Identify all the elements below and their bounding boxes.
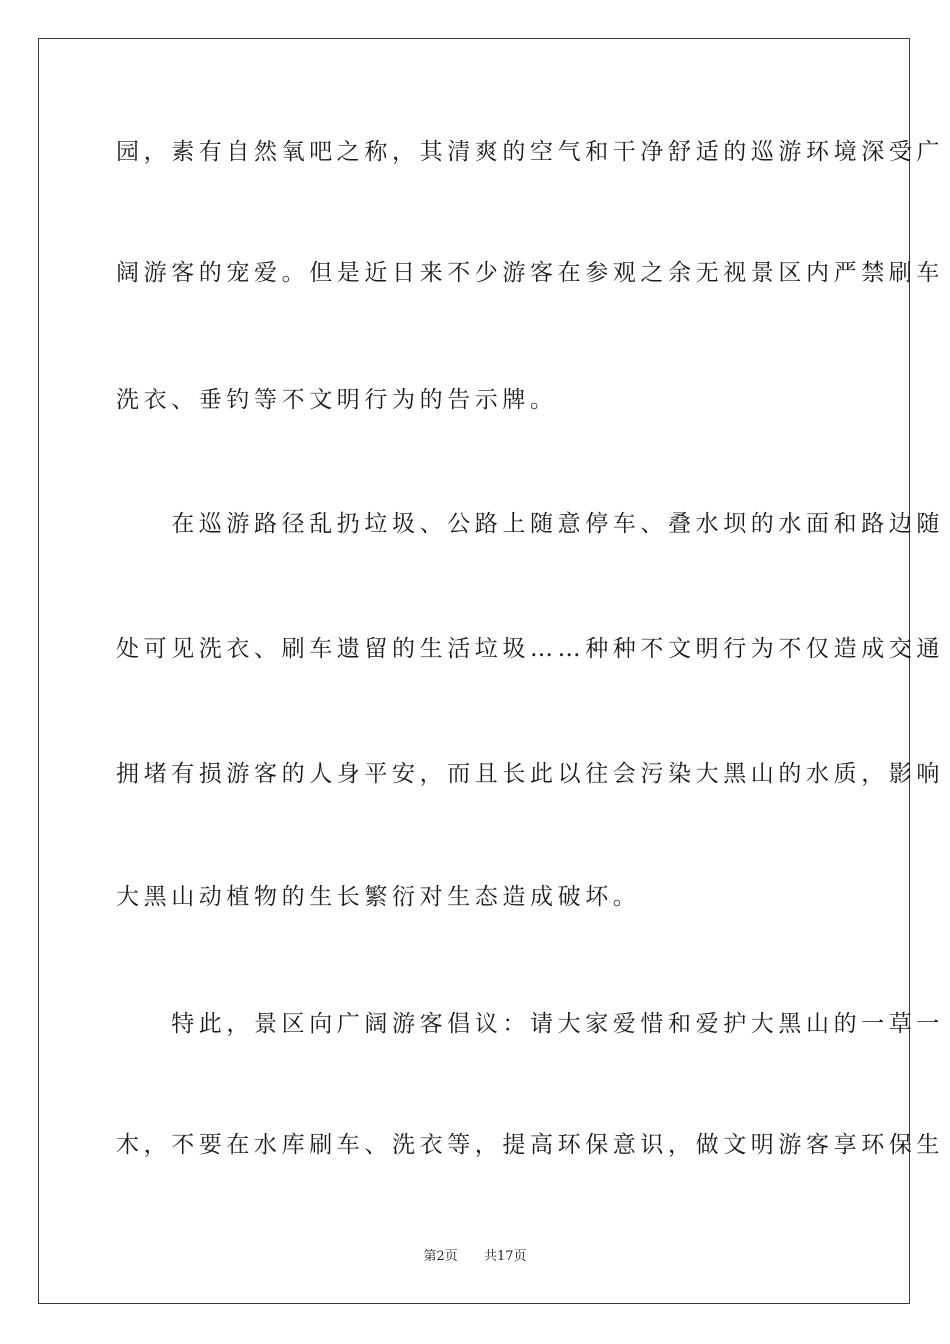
text-line-6: 拥堵有损游客的人身平安，而且长此以往会污染大黑山的水质，影响 xyxy=(116,761,944,787)
text-line-5: 处可见洗衣、刷车遗留的生活垃圾……种种不文明行为不仅造成交通 xyxy=(116,636,944,662)
text-line-4: 在巡游路径乱扔垃圾、公路上随意停车、叠水坝的水面和路边随 xyxy=(116,511,944,537)
text-line-9: 木，不要在水库刷车、洗衣等，提高环保意识，做文明游客享环保生 xyxy=(116,1132,944,1158)
text-line-7: 大黑山动植物的生长繁衍对生态造成破坏。 xyxy=(116,884,641,910)
page-footer xyxy=(0,1248,950,1266)
page-border xyxy=(38,38,944,1304)
page-number: 第2页 xyxy=(423,1249,458,1264)
text-line-8: 特此，景区向广阔游客倡议：请大家爱惜和爱护大黑山的一草一 xyxy=(116,1011,944,1037)
text-line-3: 洗衣、垂钓等不文明行为的告示牌。 xyxy=(116,387,558,413)
text-line-2: 阔游客的宠爱。但是近日来不少游客在参观之余无视景区内严禁刷车 xyxy=(116,260,944,286)
page-total: 共17页 xyxy=(484,1249,527,1264)
text-line-1: 园，素有自然氧吧之称，其清爽的空气和干净舒适的巡游环境深受广 xyxy=(116,139,944,165)
